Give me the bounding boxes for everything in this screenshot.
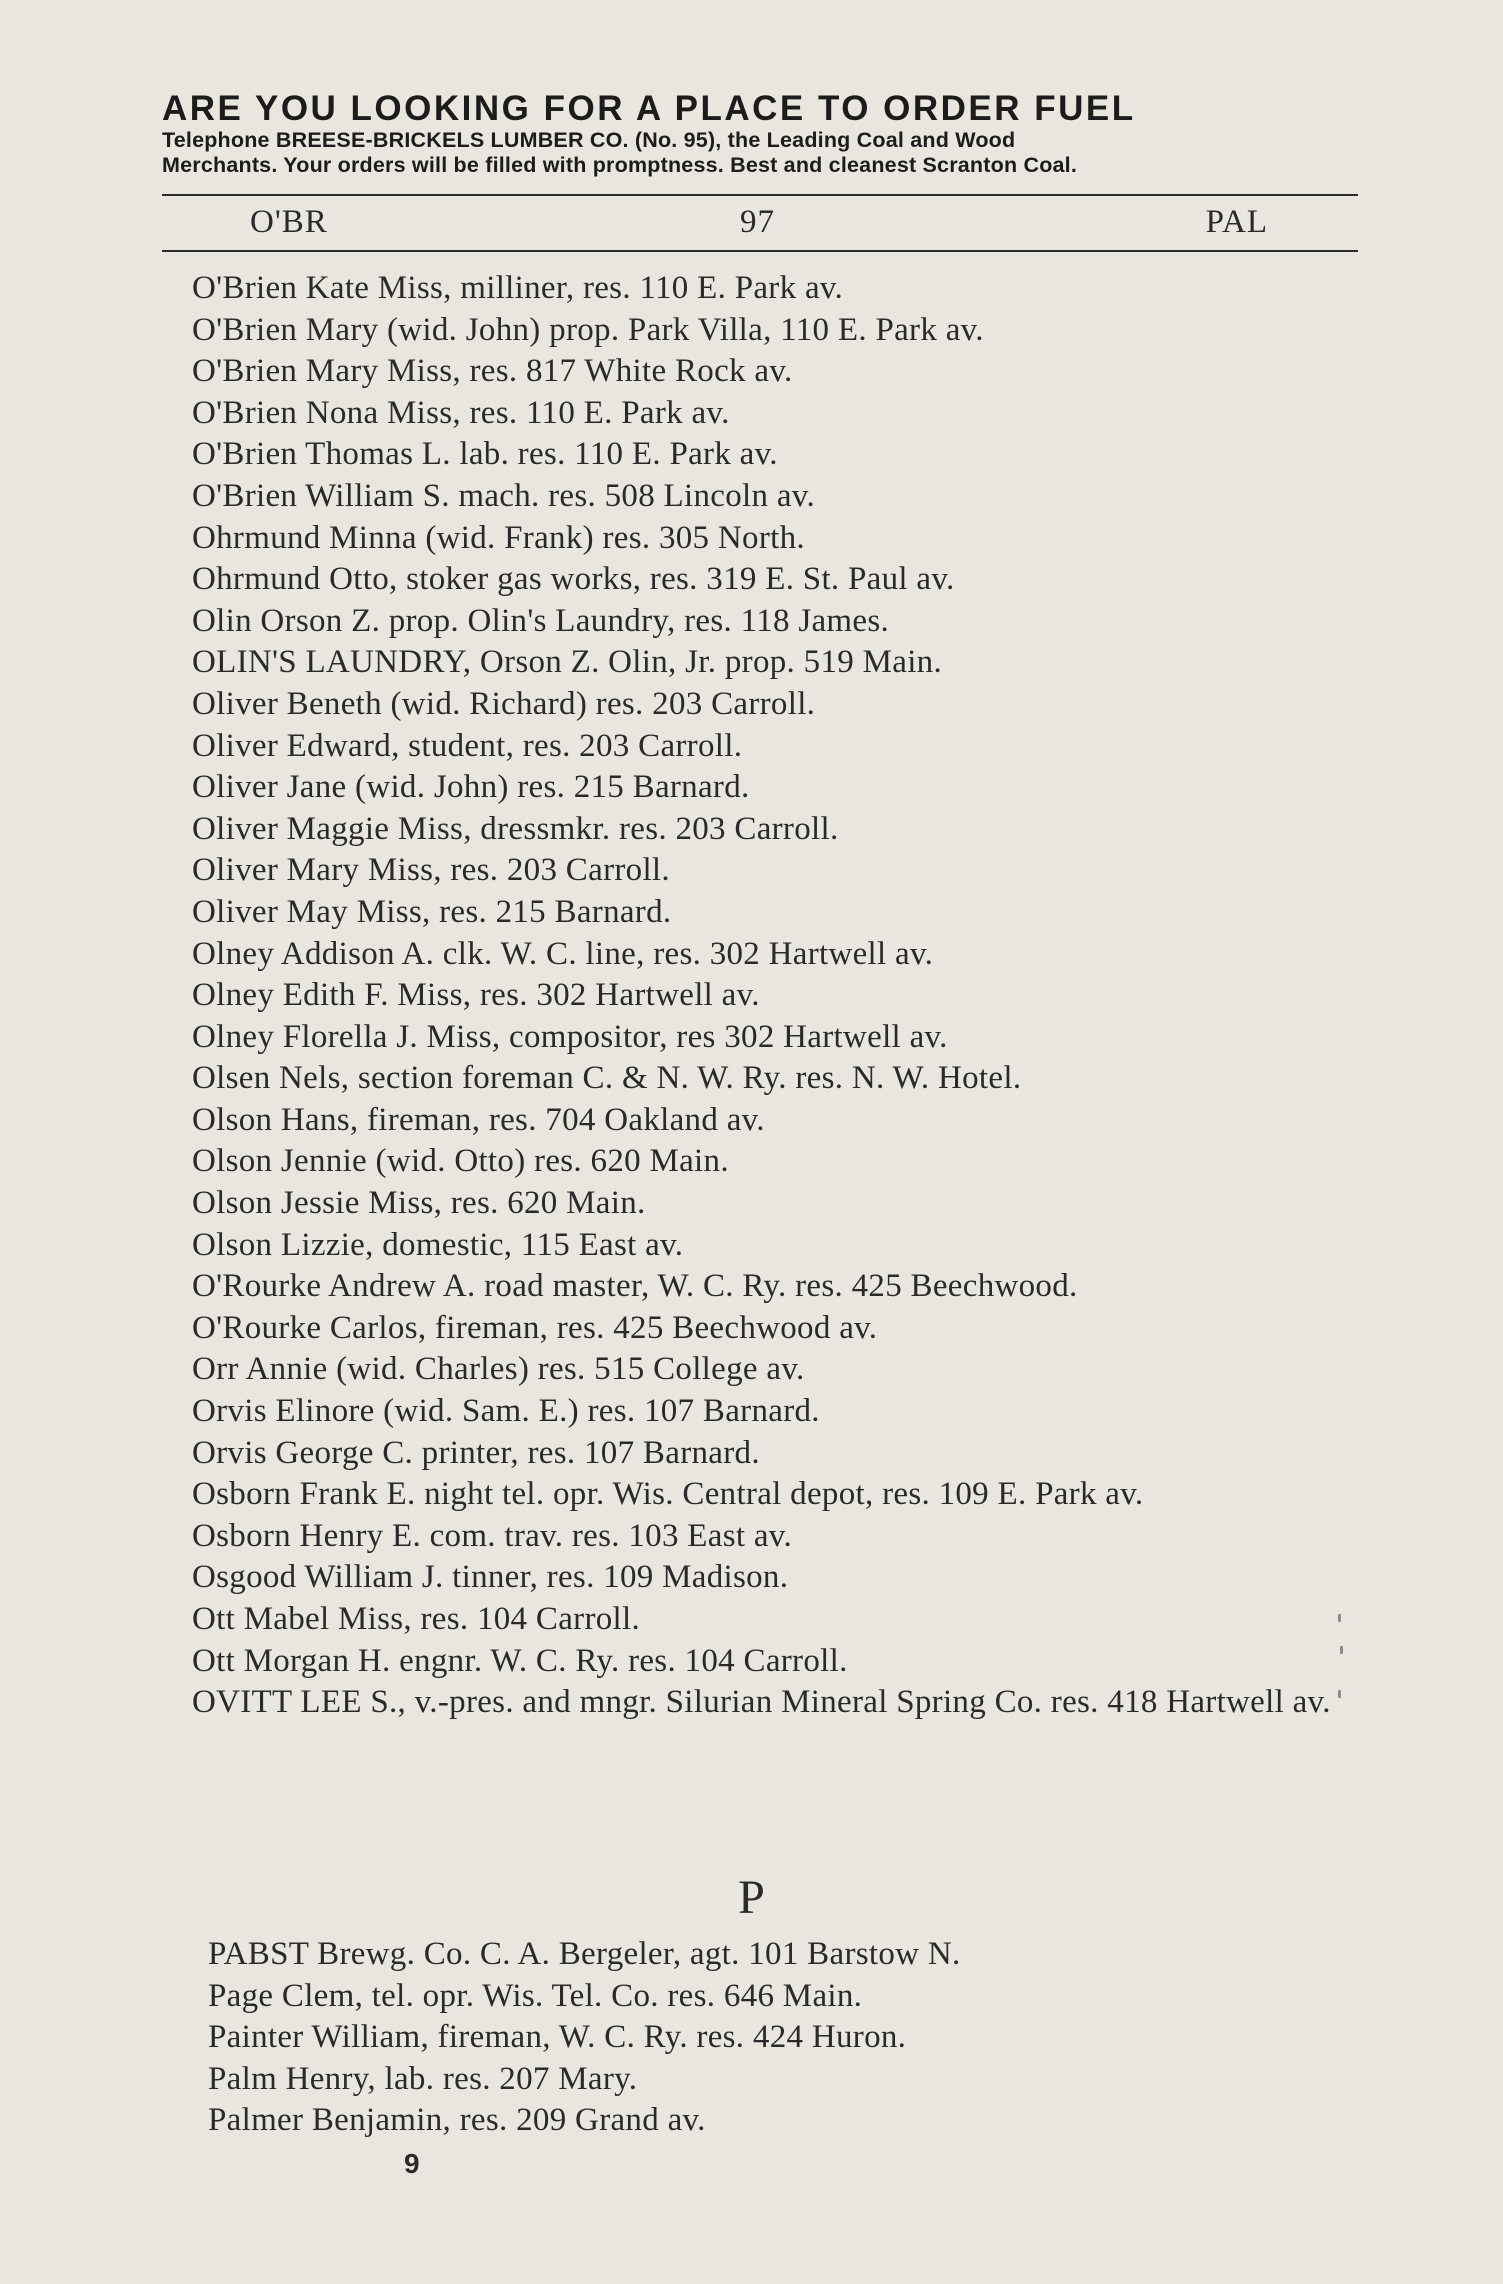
directory-entry: Olsen Nels, section foreman C. & N. W. Ry. res. N. W. Hotel. xyxy=(192,1060,1022,1097)
directory-entry: Painter William, fireman, W. C. Ry. res. 424 Huron. xyxy=(208,2019,907,2056)
directory-entry: Ohrmund Otto, stoker gas works, res. 319 E. St. Paul av. xyxy=(192,561,955,598)
directory-entry: O'Brien Nona Miss, res. 110 E. Park av. xyxy=(192,394,730,431)
directory-entry: Oliver Edward, student, res. 203 Carroll. xyxy=(192,727,743,764)
directory-entry: Orr Annie (wid. Charles) res. 515 College av. xyxy=(192,1351,805,1388)
running-head-right: PAL xyxy=(1205,204,1268,240)
header-rule-bottom xyxy=(162,250,1358,252)
directory-entry: Olson Jessie Miss, res. 620 Main. xyxy=(192,1185,646,1222)
directory-entry: O'Brien William S. mach. res. 508 Lincoln av. xyxy=(192,477,816,514)
running-head xyxy=(162,200,1358,246)
signature-mark: 9 xyxy=(404,2148,420,2179)
directory-entry: Osgood William J. tinner, res. 109 Madison. xyxy=(192,1559,789,1596)
directory-entry: Olson Jennie (wid. Otto) res. 620 Main. xyxy=(192,1143,729,1180)
directory-entry: Osborn Frank E. night tel. opr. Wis. Central depot, res. 109 E. Park av. xyxy=(192,1476,1144,1513)
header-rule-top xyxy=(162,194,1358,196)
directory-entries-o xyxy=(192,268,1352,1724)
section-letter-p: P xyxy=(738,1871,765,1924)
paper-speck xyxy=(1338,1614,1341,1622)
directory-entry: Ott Morgan H. engnr. W. C. Ry. res. 104 Carroll. xyxy=(192,1642,848,1679)
running-head-left: O'BR xyxy=(250,204,328,240)
directory-entries-p xyxy=(208,1934,1348,2142)
directory-entry: Olson Lizzie, domestic, 115 East av. xyxy=(192,1226,684,1263)
directory-entry: Palm Henry, lab. res. 207 Mary. xyxy=(208,2060,638,2097)
fuel-advertisement xyxy=(162,90,1358,178)
page-number: 97 xyxy=(740,204,775,240)
directory-entry: Olney Edith F. Miss, res. 302 Hartwell av. xyxy=(192,977,760,1014)
directory-entry: Olson Hans, fireman, res. 704 Oakland av. xyxy=(192,1101,765,1138)
ad-headline: ARE YOU LOOKING FOR A PLACE TO ORDER FUEL xyxy=(162,89,1136,128)
directory-entry: Olin Orson Z. prop. Olin's Laundry, res. 118 James. xyxy=(192,602,890,639)
directory-entry: Osborn Henry E. com. trav. res. 103 East av. xyxy=(192,1517,793,1554)
directory-entry: Orvis Elinore (wid. Sam. E.) res. 107 Barnard. xyxy=(192,1393,820,1430)
directory-entry: O'Brien Kate Miss, milliner, res. 110 E. Park av. xyxy=(192,270,844,306)
paper-speck xyxy=(1340,1646,1343,1654)
directory-entry: Olney Addison A. clk. W. C. line, res. 302 Hartwell av. xyxy=(192,935,934,972)
directory-entry: O'Brien Thomas L. lab. res. 110 E. Park av. xyxy=(192,436,778,473)
ad-line-2: Merchants. Your orders will be filled with promptness. Best and cleanest Scranton Coal. xyxy=(162,153,1078,177)
directory-entry: Oliver Maggie Miss, dressmkr. res. 203 Carroll. xyxy=(192,810,839,847)
directory-entry: O'Brien Mary (wid. John) prop. Park Villa, 110 E. Park av. xyxy=(192,311,984,348)
directory-entry: O'Rourke Carlos, fireman, res. 425 Beechwood av. xyxy=(192,1309,878,1346)
directory-entry: PABST Brewg. Co. C. A. Bergeler, agt. 101 Barstow N. xyxy=(208,1936,961,1972)
ad-line-1: Telephone BREESE-BRICKELS LUMBER CO. (No. 95), the Leading Coal and Wood xyxy=(162,128,1016,152)
directory-entry: Oliver Jane (wid. John) res. 215 Barnard. xyxy=(192,769,750,806)
paper-speck xyxy=(1338,1690,1341,1698)
directory-entry: Ott Mabel Miss, res. 104 Carroll. xyxy=(192,1601,641,1637)
directory-entry: Orvis George C. printer, res. 107 Barnard. xyxy=(192,1434,760,1471)
directory-entry: O'Brien Mary Miss, res. 817 White Rock av. xyxy=(192,353,793,390)
directory-entry: O'Rourke Andrew A. road master, W. C. Ry. res. 425 Beechwood. xyxy=(192,1268,1078,1305)
directory-entry: Oliver May Miss, res. 215 Barnard. xyxy=(192,893,672,930)
directory-entry: Oliver Mary Miss, res. 203 Carroll. xyxy=(192,852,670,889)
directory-entry: Page Clem, tel. opr. Wis. Tel. Co. res. 646 Main. xyxy=(208,1977,863,2014)
directory-entry: Oliver Beneth (wid. Richard) res. 203 Carroll. xyxy=(192,685,816,722)
directory-entry: OVITT LEE S., v.-pres. and mngr. Silurian Mineral Spring Co. res. 418 Hartwell av. xyxy=(192,1684,1331,1721)
directory-entry: Olney Florella J. Miss, compositor, res 302 Hartwell av. xyxy=(192,1018,948,1055)
directory-entry: Palmer Benjamin, res. 209 Grand av. xyxy=(208,2102,706,2139)
directory-entry: OLIN'S LAUNDRY, Orson Z. Olin, Jr. prop. 519 Main. xyxy=(192,644,943,681)
directory-entry: Ohrmund Minna (wid. Frank) res. 305 North. xyxy=(192,519,805,556)
